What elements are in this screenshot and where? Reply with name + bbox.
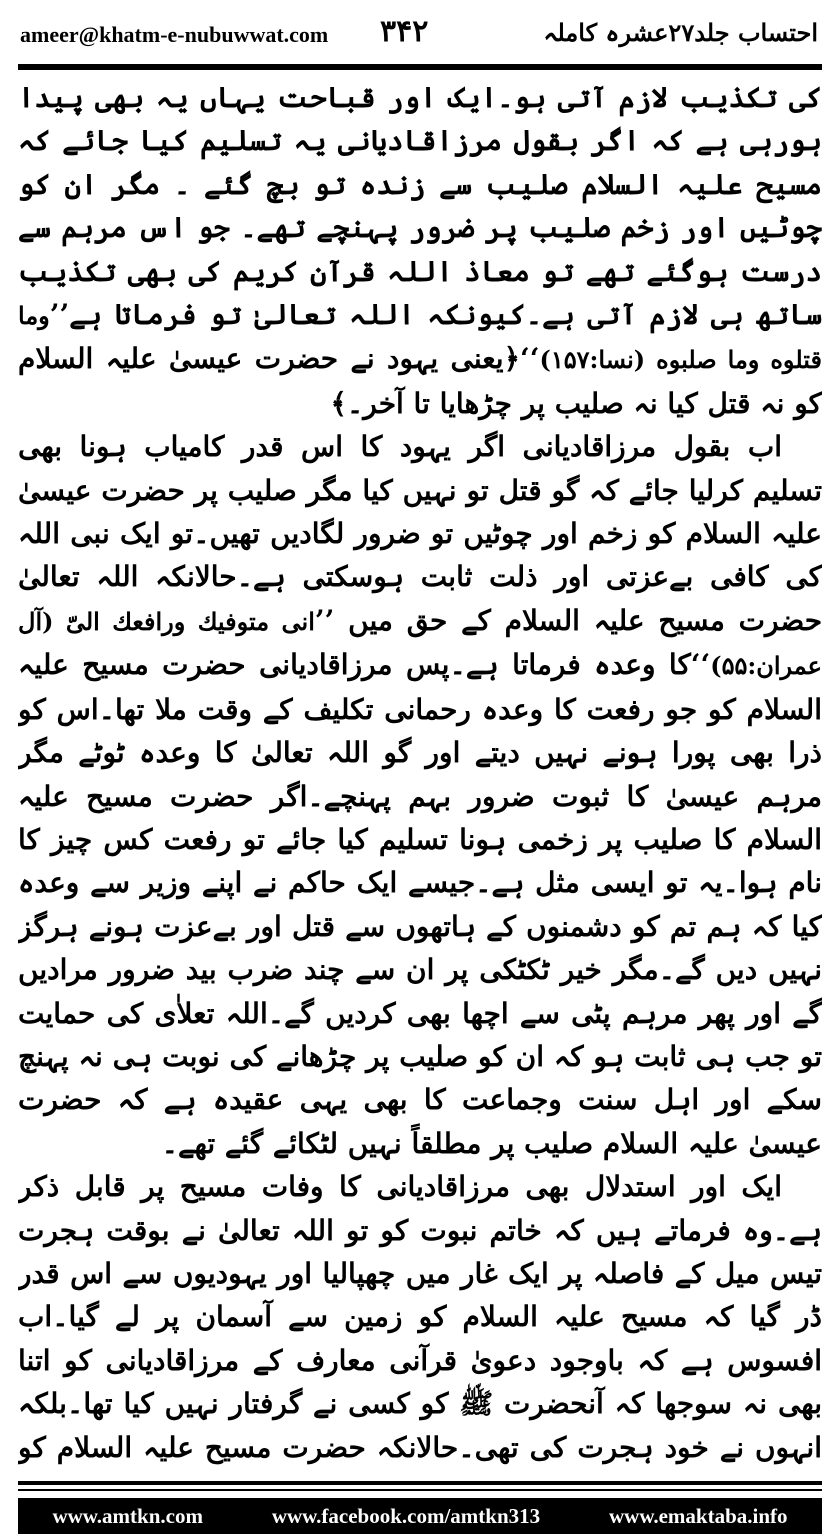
quran-quote: انی متوفیك ورافعك الیّ (آل عمران:۵۵) bbox=[18, 606, 822, 681]
paragraph-text: ‘‘کا وعدہ فرماتا ہے۔پس مرزاقادیانی حضرت مسیح علیہ السلام کو جو رفعت کا وعدہ رحمانی تکلیف کے وقت ملا تھا۔اس کو ذرا بھی پورا ہونے نہیں دیتے اور گو اللہ تعالیٰ کا وعدہ ٹوٹے مگر مرہم عیسیٰ کا ثبوت ضرور بہم پہنچے۔اگر حضرت مسیح علیہ السلام کا صلیب پر زخمی ہونا تسلیم کیا جائے تو رفعت کس چیز کا نام ہوا۔یہ تو ایسی مثل ہے۔جیسے ایک حاکم نے اپنے وزیر سے وعدہ کیا کہ ہم تم کو دشمنوں کے ہاتھوں سے قتل اور بےعزت ہونے ہرگز نہیں دیں گے۔مگر خیر ٹکٹکی پر ان سے چند ضرب بید ضرور مرادیں گے اور پھر مرہم پٹی سے اچھا بھی کردیں گے۔اللہ تعلاٰی کی حمایت تو جب ہی ثابت ہو کہ ان کو صلیب پر چڑھانے کی نوبت ہی نہ پہنچ سکے اور اہل سنت وجماعت کا بھی یہی عقیدہ ہے کہ حضرت عیسیٰ علیہ السلام صلیب پر مطلقاً نہیں لٹکائے گئے تھے۔ bbox=[18, 648, 822, 1160]
paragraph bbox=[18, 76, 822, 425]
page-footer bbox=[18, 1498, 822, 1534]
quran-quote: وما قتلوه وما صلبوه (نسا:۱۵۷) bbox=[18, 301, 822, 375]
paragraph-text: اب بقول مرزاقادیانی اگر یہود کا اس قدر کامیاب ہونا بھی تسلیم کرلیا جائے کہ گو قتل تو نہیں کیا مگر صلیب پر حضرت عیسیٰ علیہ السلام کو زخم اور چوٹیں تو ضرور لگادیں تھیں۔تو ایک نبی اللہ کی کافی بےعزتی اور ذلت ثابت ہوسکتی ہے۔حالانکہ اللہ تعالیٰ حضرت مسیح علیہ السلام کے حق میں ’’ bbox=[18, 430, 822, 637]
footer-rule bbox=[18, 1481, 822, 1485]
paragraph-text: کی تکذیب لازم آتی ہو۔ایک اور قباحت یہاں یہ بھی پیدا ہورہی ہے کہ اگر بقول مرزاقادیانی یہ تسلیم کیا جائے کہ مسیح علیہ السلام صلیب سے زندہ تو بچ گئے ۔ مگر ان کو چوٹیں اور زخم صلیب پر ضرور پہنچے تھے۔ جو اس مرہم سے درست ہوگئے تھے تو معاذ اللہ قرآن کریم کی بھی تکذیب ساتھ ہی لازم آتی ہے۔کیونکہ اللہ تعالیٰ تو فرماتا ہے’’ bbox=[18, 81, 822, 332]
footer-rule-thin bbox=[18, 1489, 822, 1491]
footer-link-amtkn[interactable]: www.amtkn.com bbox=[52, 1503, 203, 1528]
header-rule bbox=[18, 64, 822, 70]
paragraph-text: ‘‘﴿یعنی یہود نے حضرت عیسیٰ علیہ السلام کو نہ قتل کیا نہ صلیب پر چڑھایا تا آخر۔﴾ bbox=[18, 342, 822, 420]
footer-link-emaktaba[interactable]: www.emaktaba.info bbox=[609, 1503, 788, 1528]
page-body bbox=[18, 76, 822, 1468]
header-email: ameer@khatm-e-nubuwwat.com bbox=[20, 22, 329, 47]
paragraph bbox=[18, 1165, 822, 1468]
footer-link-facebook[interactable]: www.facebook.com/amtkn313 bbox=[271, 1503, 541, 1528]
running-title: احتساب جلد۲۷عشرہ کاملہ bbox=[543, 18, 818, 47]
paragraph-text: ایک اور استدلال بھی مرزاقادیانی کا وفات مسیح پر قابل ذکر ہے۔وہ فرماتے ہیں کہ خاتم نبوت کو تو اللہ تعالیٰ نے بوقت ہجرت تیس میل کے فاصلہ پر ایک غار میں چھپالیا اور یہودیوں سے اس قدر ڈر گیا کہ مسیح علیہ السلام کو زمین سے آسمان پر لے گیا۔اب افسوس ہے کہ باوجود دعویٰ قرآنی معارف کے مرزاقادیانی کو اتنا بھی نہ سوجھا کہ آنحضرت ﷺ کو کسی نے گرفتار نہیں کیا تھا۔بلکہ انہوں نے خود ہجرت کی تھی۔حالانکہ حضرت مسیح علیہ السلام کو bbox=[18, 1170, 822, 1464]
page-header bbox=[0, 0, 840, 68]
paragraph bbox=[18, 425, 822, 1165]
page-number: ۳۴۲ bbox=[380, 14, 429, 49]
